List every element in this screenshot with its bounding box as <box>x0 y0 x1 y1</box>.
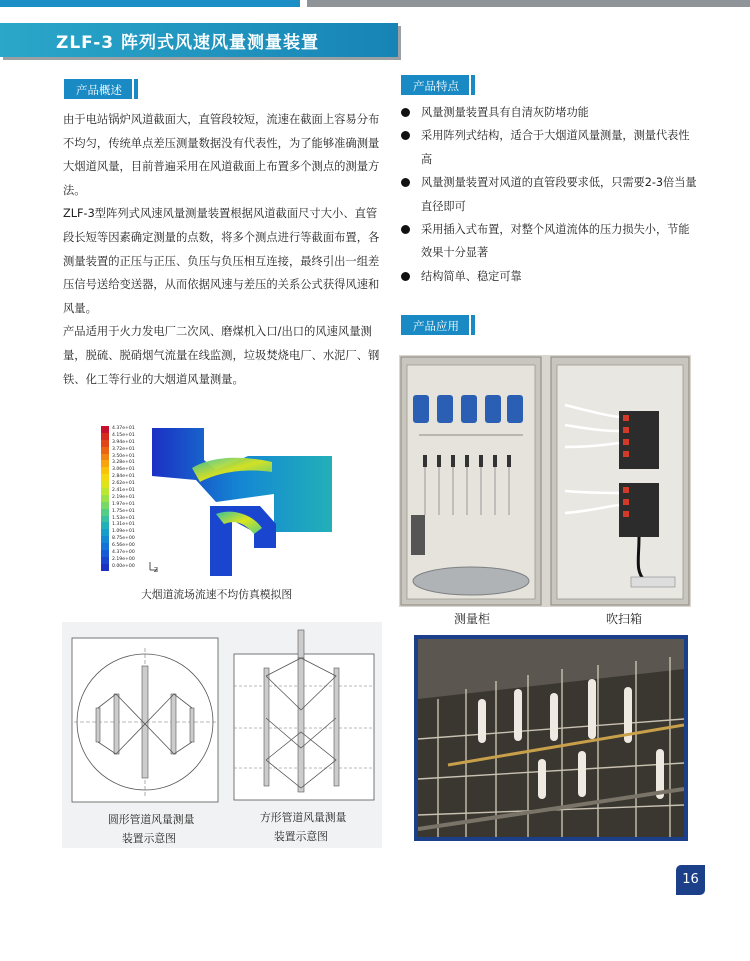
legend-value: 3.50e+01 <box>112 453 135 459</box>
legend-value: 2.84e+01 <box>112 474 135 480</box>
legend-value: 1.75e+01 <box>112 508 135 514</box>
square-duct-schematic <box>230 628 378 804</box>
legend-value: 1.09e+01 <box>112 529 135 535</box>
legend-value: 2.19e+00 <box>112 556 135 562</box>
legend-value: 1.53e+01 <box>112 515 135 521</box>
purge-box-caption: 吹扫箱 <box>606 612 643 626</box>
features-label: 产品特点 <box>401 75 469 95</box>
legend-value: 4.15e+01 <box>112 432 135 438</box>
schematic-panel <box>62 622 382 848</box>
legend-value: 3.94e+01 <box>112 439 135 445</box>
feature-item: 采用插入式布置，对整个风道流体的压力损失小，节能效果十分显著 <box>400 218 700 265</box>
square-caption-line2: 装置示意图 <box>274 830 328 843</box>
overview-paragraph-2: ZLF-3型阵列式风速风量测量装置根据风道截面尺寸大小、直管段长短等因素确定测量的点数，将多个测点进行等截面布置，各测量装置的正压与正压、负压与负压相互连接，最终引出一组差压信号送给变送器，从而依据风速与差压的关系公式获得风速和风量。 <box>63 207 380 315</box>
cabinet-photo <box>399 355 691 607</box>
simulation-caption: 大烟道流场流速不均仿真模拟图 <box>141 588 293 601</box>
overview-label: 产品概述 <box>64 79 132 99</box>
legend-value: 3.06e+01 <box>112 467 135 473</box>
legend-value: 1.97e+01 <box>112 501 135 507</box>
application-label: 产品应用 <box>401 315 469 335</box>
top-bar-blue <box>0 0 300 7</box>
bullet-icon <box>401 108 410 117</box>
bullet-icon <box>401 225 410 234</box>
overview-paragraph-3: 产品适用于火力发电厂二次风、磨煤机入口/出口的风速风量测量，脱硫、脱硝烟气流量在线监测，垃圾焚烧电厂、水泥厂、钢铁、化工等行业的大烟道风量测量。 <box>63 325 380 386</box>
legend-value: 2.41e+01 <box>112 488 135 494</box>
legend-value: 2.62e+01 <box>112 481 135 487</box>
feature-item: 风量测量装置对风道的直管段要求低，只需要2-3倍当量直径即可 <box>400 171 700 218</box>
round-caption-line1: 圆形管道风量测量 <box>108 813 195 826</box>
simulation-plot <box>96 424 346 580</box>
page-title: ZLF-3 阵列式风速风量测量装置 <box>56 33 320 53</box>
legend-value: 4.37e+00 <box>112 550 135 556</box>
title-banner <box>0 23 398 57</box>
legend-value: 4.37e+01 <box>112 426 135 431</box>
duct-installation-illustration <box>418 639 684 837</box>
page-number: 16 <box>676 865 705 895</box>
svg-text:Z: Z <box>154 567 159 574</box>
round-duct-schematic <box>70 636 220 806</box>
round-caption-line2: 装置示意图 <box>122 832 176 845</box>
simulation-figure <box>96 424 346 580</box>
bullet-icon <box>401 178 410 187</box>
legend-value: 1.31e+01 <box>112 522 135 528</box>
overview-text <box>63 108 385 391</box>
square-caption-line1: 方形管道风量测量 <box>260 811 347 824</box>
legend-value: 8.75e+00 <box>112 536 135 542</box>
cabinet-caption: 测量柜 <box>454 612 491 626</box>
legend-value: 3.72e+01 <box>112 446 135 452</box>
feature-item: 采用阵列式结构，适合于大烟道风量测量，测量代表性高 <box>400 124 700 171</box>
duct-installation-photo <box>414 635 688 841</box>
legend-value: 3.28e+01 <box>112 460 135 466</box>
bullet-icon <box>401 131 410 140</box>
top-bar-gray <box>307 0 750 7</box>
features-list <box>400 101 700 288</box>
feature-item: 结构简单、稳定可靠 <box>400 265 700 288</box>
overview-paragraph-1: 由于电站锅炉风道截面大，直管段较短，流速在截面上容易分布不均匀，传统单点差压测量数据没有代表性，为了能够准确测量大烟道风量，目前普遍采用在风道截面上布置多个测点的测量方法。 <box>63 113 380 197</box>
legend-value: 6.56e+00 <box>112 543 135 549</box>
bullet-icon <box>401 272 410 281</box>
cabinet-illustration <box>399 355 691 607</box>
legend-value: 0.00e+00 <box>112 563 135 569</box>
legend-value: 2.19e+01 <box>112 494 135 500</box>
feature-item: 风量测量装置具有自清灰防堵功能 <box>400 101 700 124</box>
